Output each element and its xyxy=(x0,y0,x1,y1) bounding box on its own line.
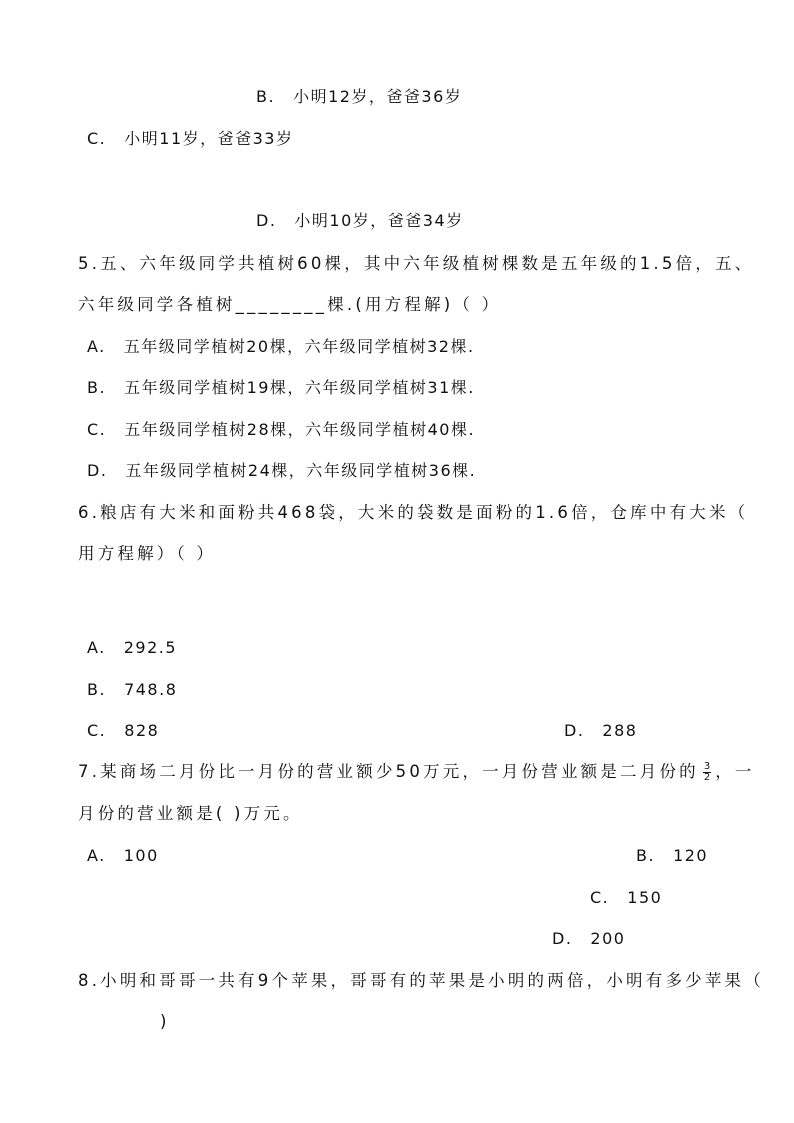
q8-stem-line1: 8.小明和哥哥一共有9个苹果，哥哥有的苹果是小明的两倍，小明有多少苹果（ xyxy=(78,971,764,990)
q5-option-b xyxy=(87,378,475,398)
option-text: 五年级同学植树20棵，六年级同学植树32棵. xyxy=(123,337,475,356)
option-text: 150 xyxy=(627,888,663,907)
option-label: B. xyxy=(636,846,656,865)
q7-stem-line1 xyxy=(78,762,755,783)
option-text: 五年级同学植树28棵，六年级同学植树40棵. xyxy=(124,420,476,439)
option-text: 100 xyxy=(123,846,159,865)
q7-option-d xyxy=(552,929,625,949)
q5-option-c xyxy=(87,420,475,440)
q6-option-b xyxy=(87,680,177,700)
option-text: 小明12岁，爸爸36岁 xyxy=(293,87,463,106)
option-label: C. xyxy=(87,129,107,148)
option-label: D. xyxy=(564,721,585,740)
q5-option-a xyxy=(87,337,475,357)
q7-option-b xyxy=(636,846,708,866)
option-label: C. xyxy=(87,420,107,439)
option-label: A. xyxy=(87,337,106,356)
q7-stem-text-b: ，一 xyxy=(715,762,755,781)
option-text: 小明11岁，爸爸33岁 xyxy=(124,129,294,148)
q7-option-a xyxy=(87,846,159,866)
option-label: D. xyxy=(87,461,108,480)
option-text: 200 xyxy=(590,929,626,948)
q5-stem-line1: 5.五、六年级同学共植树60棵，其中六年级植树棵数是五年级的1.5倍，五、 xyxy=(78,254,755,273)
q8-stem-line2: ) xyxy=(160,1012,170,1031)
option-label: A. xyxy=(87,638,106,657)
q6-option-a xyxy=(87,638,177,658)
q7-stem-line2: 月份的营业额是( )万元。 xyxy=(78,804,303,823)
q7-option-c xyxy=(590,888,662,908)
option-text: 五年级同学植树24棵，六年级同学植树36棵. xyxy=(125,461,477,480)
fraction-numerator: 3 xyxy=(703,761,711,772)
q6-stem-line2: 用方程解）（ ） xyxy=(78,544,217,563)
option-label: C. xyxy=(590,888,610,907)
option-text: 小明10岁，爸爸34岁 xyxy=(294,211,464,230)
q5-stem-line2: 六年级同学各植树________棵.(用方程解)（ ） xyxy=(78,295,502,314)
q7-stem-text-a: 7.某商场二月份比一月份的营业额少50万元，一月份营业额是二月份的 xyxy=(78,762,699,781)
option-text: 288 xyxy=(602,721,638,740)
option-text: 828 xyxy=(124,721,160,740)
q6-stem-line1: 6.粮店有大米和面粉共468袋，大米的袋数是面粉的1.6倍，仓库中有大米（ xyxy=(78,503,749,522)
option-text: 五年级同学植树19棵，六年级同学植树31棵. xyxy=(124,378,475,397)
option-label: B. xyxy=(87,680,107,699)
option-text: 748.8 xyxy=(124,680,178,699)
option-text: 292.5 xyxy=(123,638,178,657)
option-label: C. xyxy=(87,721,107,740)
option-label: B. xyxy=(87,378,107,397)
option-label: D. xyxy=(256,211,277,230)
q6-option-c xyxy=(87,721,159,741)
option-label: B. xyxy=(256,87,276,106)
q4-option-d xyxy=(256,211,464,231)
q4-option-b xyxy=(256,87,462,107)
option-label: D. xyxy=(552,929,573,948)
q5-option-d xyxy=(87,461,476,481)
option-text: 120 xyxy=(673,846,709,865)
q6-option-d xyxy=(564,721,637,741)
option-label: A. xyxy=(87,846,106,865)
fraction-denominator: 2 xyxy=(703,772,711,783)
fraction-three-halves xyxy=(703,762,711,783)
q4-option-c xyxy=(87,129,294,149)
